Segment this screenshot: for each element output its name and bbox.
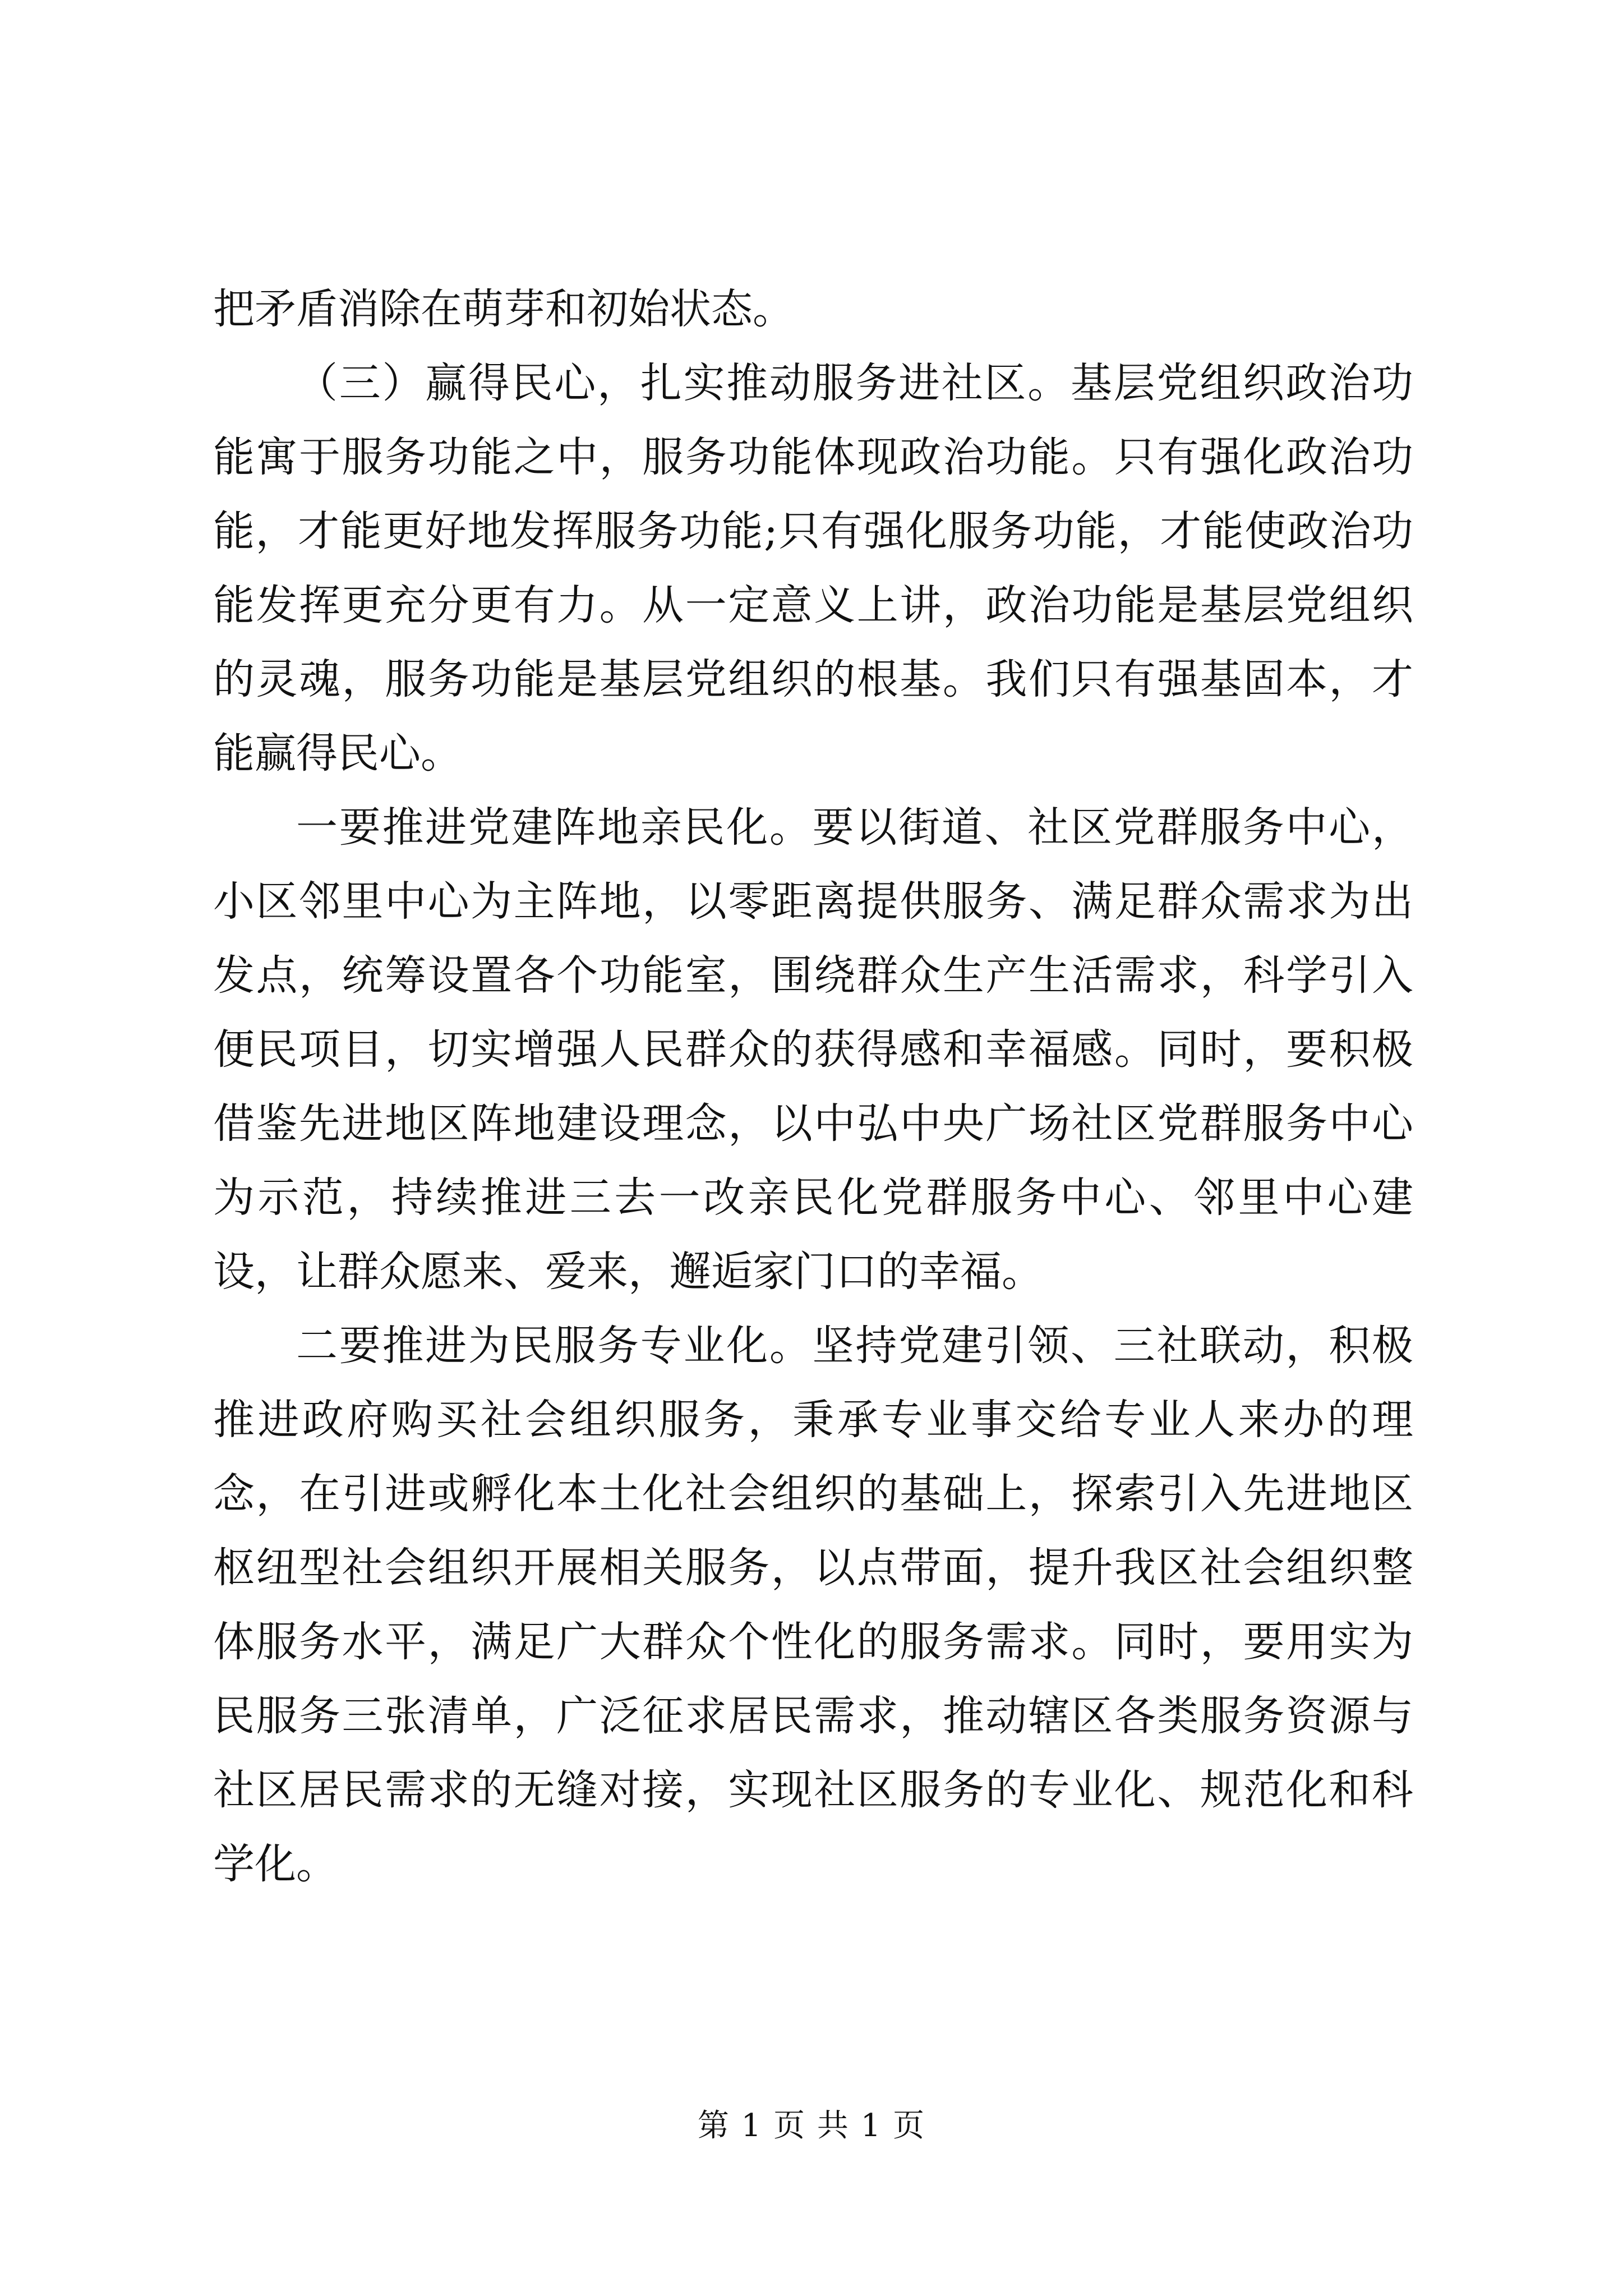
paragraph-point-one: 一要推进党建阵地亲民化。要以街道、社区党群服务中心，小区邻里中心为主阵地，以零距离提供服务、满足群众需求为出发点，统筹设置各个功能室，围绕群众生产生活需求，科学引入便民项目，切实增强人民群众的获得感和幸福感。同时，要积极借鉴先进地区阵地建设理念，以中弘中央广场社区党群服务中心为示范，持续推进三去一改亲民化党群服务中心、邻里中心建设，让群众愿来、爱来，邂逅家门口的幸福。 — [213, 803, 1413, 1296]
paragraph-section-three: （三）赢得民心，扎实推动服务进社区。基层党组织政治功能寓于服务功能之中，服务功能体现政治功能。只有强化政治功能，才能更好地发挥服务功能;只有强化服务功能，才能使政治功能发挥更充分更有力。从一定意义上讲，政治功能是基层党组织的灵魂，服务功能是基层党组织的根基。我们只有强基固本，才能赢得民心。 — [213, 359, 1413, 777]
paragraph-continuation: 把矛盾消除在萌芽和初始状态。 — [213, 285, 794, 333]
document-body — [213, 272, 1413, 1901]
page-number-footer: 第 1 页 共 1 页 — [697, 2108, 926, 2144]
paragraph-point-two: 二要推进为民服务专业化。坚持党建引领、三社联动，积极推进政府购买社会组织服务，秉承专业事交给专业人来办的理念，在引进或孵化本土化社会组织的基础上，探索引入先进地区枢纽型社会组织开展相关服务，以点带面，提升我区社会组织整体服务水平，满足广大群众个性化的服务需求。同时，要用实为民服务三张清单，广泛征求居民需求，推动辖区各类服务资源与社区居民需求的无缝对接，实现社区服务的专业化、规范化和科学化。 — [213, 1322, 1413, 1888]
